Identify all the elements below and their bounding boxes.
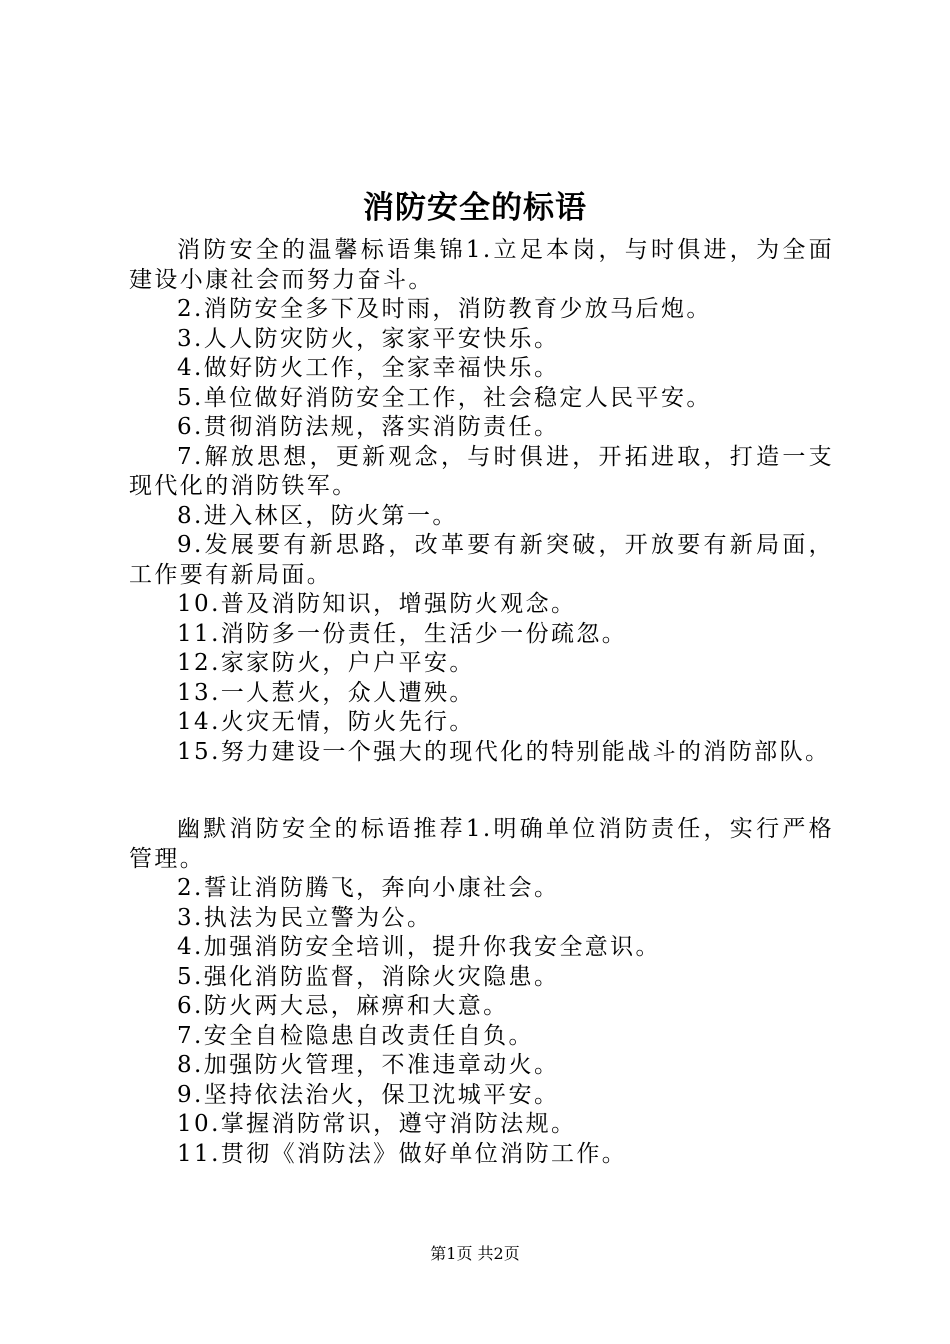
- slogan-paragraph: 2.消防安全多下及时雨，消防教育少放马后炮。: [177, 296, 712, 322]
- slogan-paragraph: 9.坚持依法治火，保卫沈城平安。: [177, 1081, 560, 1108]
- slogan-paragraph: 6.防火两大忌，麻痹和大意。: [177, 993, 509, 1019]
- slogan-paragraph: 10.普及消防知识，增强防火观念。: [177, 591, 577, 617]
- slogan-paragraph: 14.火灾无情，防火先行。: [177, 709, 475, 735]
- slogan-paragraph: 4.加强消防安全培训，提升你我安全意识。: [177, 934, 661, 960]
- slogan-paragraph: 消防安全的温馨标语集锦1.立足本岗，与时俱进，为全面建设小康社会而努力奋斗。: [129, 237, 834, 293]
- slogan-paragraph: 11.消防多一份责任，生活少一份疏忽。: [177, 620, 628, 647]
- slogan-paragraph: 11.贯彻《消防法》做好单位消防工作。: [177, 1140, 628, 1167]
- slogan-section-2: [129, 815, 834, 1169]
- slogan-paragraph: 6.贯彻消防法规，落实消防责任。: [177, 414, 560, 440]
- slogan-paragraph: 7.安全自检隐患自改责任自负。: [177, 1022, 534, 1049]
- slogan-paragraph: 2.誓让消防腾飞，奔向小康社会。: [177, 875, 560, 901]
- slogan-paragraph: 8.加强防火管理，不准违章动火。: [177, 1052, 560, 1078]
- slogan-paragraph: 9.发展要有新思路，改革要有新突破，开放要有新局面，工作要有新局面。: [129, 532, 834, 588]
- slogan-paragraph: 3.执法为民立警为公。: [177, 904, 433, 931]
- slogan-paragraph: 15.努力建设一个强大的现代化的特别能战斗的消防部队。: [177, 738, 831, 765]
- slogan-paragraph: 4.做好防火工作，全家幸福快乐。: [177, 355, 560, 381]
- slogan-paragraph: 7.解放思想，更新观念，与时俱进，开拓进取，打造一支现代化的消防铁军。: [129, 443, 834, 499]
- slogan-paragraph: 幽默消防安全的标语推荐1.明确单位消防责任，实行严格管理。: [129, 816, 834, 872]
- slogan-paragraph: 5.单位做好消防安全工作，社会稳定人民平安。: [177, 384, 712, 411]
- slogan-paragraph: 8.进入林区，防火第一。: [177, 502, 458, 529]
- slogan-paragraph: 3.人人防灾防火，家家平安快乐。: [177, 325, 560, 352]
- slogan-paragraph: 12.家家防火，户户平安。: [177, 650, 475, 676]
- page-footer: 第1页 共2页: [430, 1244, 520, 1263]
- slogan-paragraph: 5.强化消防监督，消除火灾隐患。: [177, 963, 560, 990]
- slogan-section-1: [129, 236, 834, 767]
- document-title: 消防安全的标语: [363, 190, 587, 226]
- slogan-paragraph: 13.一人惹火，众人遭殃。: [177, 679, 475, 706]
- slogan-paragraph: 10.掌握消防常识，遵守消防法规。: [177, 1111, 577, 1137]
